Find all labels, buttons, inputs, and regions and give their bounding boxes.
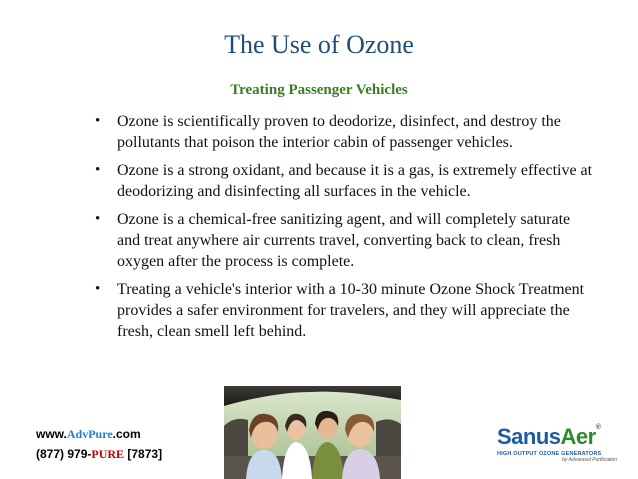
bullet-item <box>95 160 595 202</box>
bullet-item <box>95 111 595 153</box>
slide-subtitle: Treating Passenger Vehicles <box>230 82 408 98</box>
bullet-text: Ozone is a strong oxidant, and because it is a gas, is extremely effective at deodorizing and disinfecting all surfaces in the vehicle. <box>117 162 593 200</box>
bullet-icon: • <box>95 162 101 178</box>
sanusaer-logo <box>497 424 627 463</box>
bullet-icon: • <box>95 281 101 297</box>
family-in-car-illustration <box>224 386 401 479</box>
sanusaer-wordmark: SanusAer® <box>497 424 601 449</box>
bullet-text: Ozone is scientifically proven to deodorize, disinfect, and destroy the pollutants that poison the interior cabin of passenger vehicles. <box>117 113 561 151</box>
family-in-car-photo <box>224 386 401 479</box>
advpure-phone: (877) 979-PURE [7873] <box>36 447 163 461</box>
sanusaer-byline: by Advanced Purification <box>562 457 617 463</box>
sanusaer-tagline: HIGH OUTPUT OZONE GENERATORS <box>497 451 602 457</box>
bullet-text: Treating a vehicle's interior with a 10-30 minute Ozone Shock Treatment provides a safer environment for travelers, and they will appreciate the fresh, clean smell left behind. <box>117 281 585 340</box>
bullet-icon: • <box>95 211 101 227</box>
bullet-item <box>95 279 595 342</box>
advpure-website[interactable]: www.AdvPure.com <box>36 427 141 441</box>
bullet-icon: • <box>95 113 101 129</box>
bullet-text: Ozone is a chemical-free sanitizing agent, and will completely saturate and treat anywhere air currents travel, converting back to clean, fresh oxygen after the process is complete. <box>117 211 571 270</box>
advpure-contact <box>36 427 162 462</box>
slide-title: The Use of Ozone <box>224 30 414 59</box>
bullet-item <box>95 209 595 272</box>
bullet-list <box>95 111 595 349</box>
